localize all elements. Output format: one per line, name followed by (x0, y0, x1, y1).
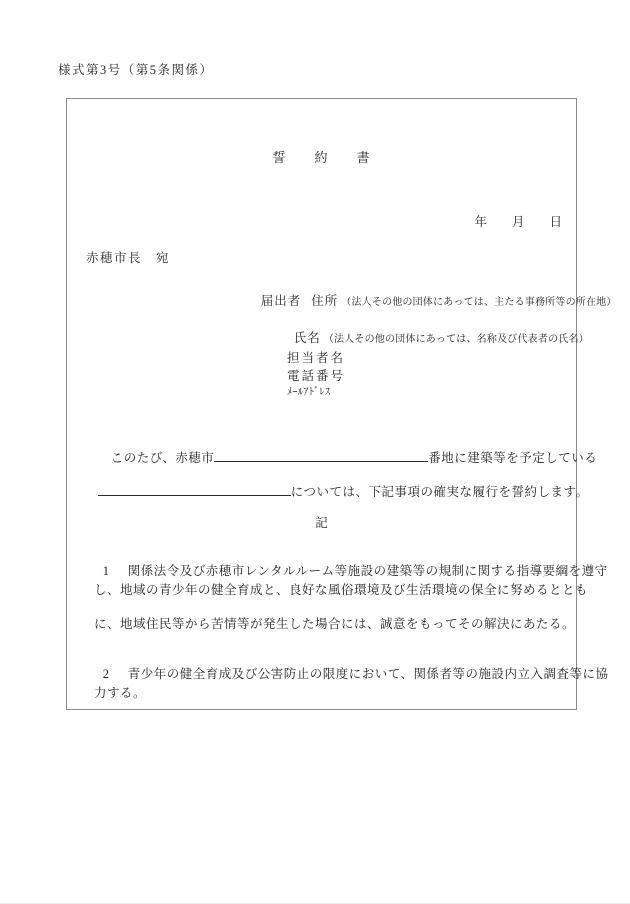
item-1-line-3: に、地域住民等から苦情等が発生した場合には、誠意をもってその解決にあたる。 (94, 617, 576, 631)
note-header: 記 (315, 516, 328, 530)
pledge-body-line-2 (76, 466, 589, 515)
form-number: 様式第3号（第5条関係） (58, 63, 214, 77)
facility-name-blank-underline (98, 481, 291, 496)
pledge-document-box (66, 98, 617, 710)
lot-number-blank-underline (214, 447, 428, 462)
item-1-line-2: し、地域の青少年の健全育成と、良好な風俗環境及び生活環境の保全に努めるととも (94, 583, 589, 597)
date-line: 年 月 日 (474, 215, 562, 229)
name-label: 氏名 (293, 331, 321, 345)
item-2-line-1 (81, 649, 609, 697)
email-address-label: ﾒｰﾙｱﾄﾞﾚｽ (287, 387, 331, 398)
name-note: （法人その他の団体にあっては、名称及び代表者の氏名） (323, 334, 589, 345)
item-2-line-2: 力する。 (94, 686, 147, 700)
item-1-text: 関係法令及び赤穂市レンタルルーム等施設の建築等の規制に関する指導要綱を遵守 (127, 564, 608, 578)
contact-person-label: 担当者名 (287, 351, 346, 365)
addressee-line: 赤穂市長 宛 (86, 251, 171, 265)
document-title: 誓 約 書 (272, 150, 371, 165)
address-note: （法人その他の団体にあっては、主たる事務所等の所在地） (341, 297, 617, 308)
body-line2-suffix: については、下記事項の確実な履行を誓約します。 (290, 485, 589, 499)
phone-number-label: 電話番号 (287, 369, 346, 383)
item-1-number: 1 (102, 564, 110, 578)
item-2-text: 青少年の健全育成及び公害防止の限度において、関係者等の施設内立入調査等に協 (127, 667, 609, 681)
item-2-number: 2 (102, 667, 110, 681)
body-line1-prefix: このたび、赤穂市 (110, 451, 215, 465)
declarant-label: 届出者 (260, 294, 302, 308)
address-label: 住所 (311, 294, 339, 308)
body-line1-suffix: 番地に建築等を予定している (428, 451, 598, 465)
